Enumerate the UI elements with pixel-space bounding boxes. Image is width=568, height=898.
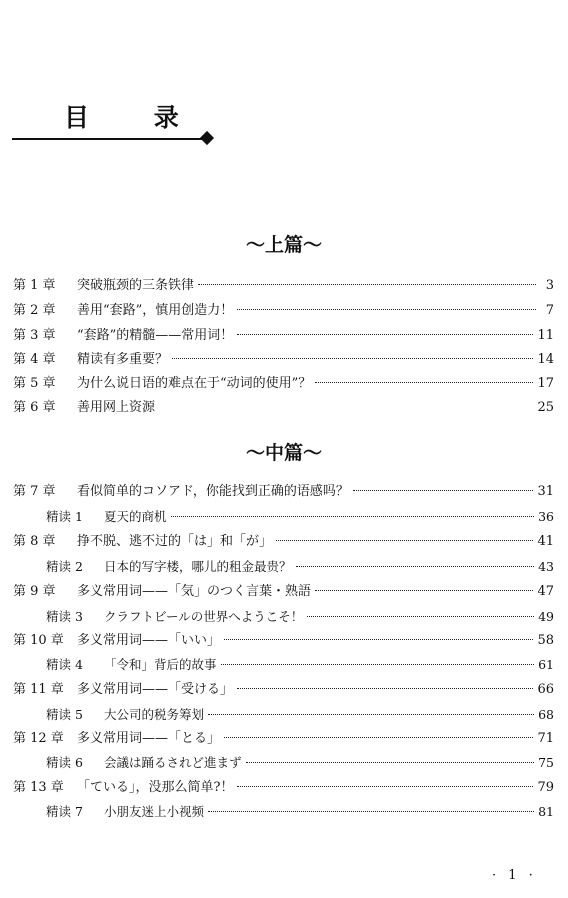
chapter-number: 第 12 章: [13, 731, 64, 746]
page-number: 81: [538, 804, 554, 819]
chapter-number: 第 5 章: [13, 376, 56, 391]
toc-subentry[interactable]: [46, 655, 554, 675]
page-number: 79: [537, 780, 554, 795]
page-title: 目 录: [64, 103, 207, 132]
dot-leader: [237, 688, 533, 689]
dot-leader: [315, 382, 533, 383]
page-number: 25: [537, 400, 554, 415]
toc-subentry[interactable]: [46, 802, 554, 822]
chapter-title: 精读有多重要？: [77, 352, 169, 367]
dot-leader: [221, 664, 535, 665]
reading-title: クラフトビールの世界へようこそ！: [104, 609, 304, 624]
dot-leader: [198, 284, 536, 285]
chapter-number: 第 11 章: [13, 682, 64, 697]
dot-leader: [353, 490, 534, 491]
toc-entry[interactable]: [13, 374, 554, 394]
toc-entry[interactable]: [13, 631, 554, 651]
dot-leader: [208, 811, 534, 812]
dot-leader: [171, 516, 535, 517]
reading-number: 精读 2: [46, 559, 83, 574]
chapter-title: 多义常用词——「受ける」: [77, 682, 234, 697]
reading-title: 会議は踊るされど進まず: [104, 755, 242, 770]
page-number: 43: [538, 559, 554, 574]
reading-number: 精读 1: [46, 509, 83, 524]
page-number: 17: [537, 376, 554, 391]
dot-leader: [172, 358, 533, 359]
page-number: 3: [545, 278, 554, 293]
chapter-number: 第 2 章: [13, 303, 56, 318]
dot-leader: [307, 616, 534, 617]
reading-title: 大公司的税务筹划: [104, 707, 205, 722]
page-number: 41: [537, 534, 554, 549]
chapter-title: 突破瓶颈的三条铁律: [77, 278, 195, 293]
toc-subentry[interactable]: [46, 557, 554, 577]
dot-leader: [224, 639, 533, 640]
dot-leader: [315, 590, 533, 591]
toc-entry[interactable]: [13, 350, 554, 370]
chapter-number: 第 8 章: [13, 534, 56, 549]
toc-subentry[interactable]: [46, 753, 554, 773]
page-number: 66: [537, 682, 554, 697]
page-number: 58: [537, 633, 554, 648]
dot-leader: [296, 566, 535, 567]
dot-leader: [237, 786, 533, 787]
page-number: 71: [537, 731, 554, 746]
toc-entry[interactable]: [13, 398, 554, 418]
reading-title: 小朋友迷上小视频: [104, 804, 205, 819]
dot-leader: [246, 762, 535, 763]
chapter-number: 第 10 章: [13, 633, 64, 648]
reading-title: 夏天的商机: [104, 509, 167, 524]
toc-entry[interactable]: [13, 729, 554, 749]
chapter-number: 第 4 章: [13, 352, 56, 367]
reading-title: 「令和」背后的故事: [104, 657, 217, 672]
chapter-title: “套路”的精髓——常用词！: [77, 328, 234, 343]
page-number: 68: [538, 707, 554, 722]
chapter-number: 第 7 章: [13, 484, 56, 499]
chapter-number: 第 13 章: [13, 780, 64, 795]
toc-entry[interactable]: [13, 276, 554, 296]
footer-page-number: · 1 ·: [492, 868, 537, 883]
chapter-title: 挣不脱、逃不过的「は」和「が」: [77, 534, 273, 549]
toc-entry[interactable]: [13, 680, 554, 700]
toc-subentry[interactable]: [46, 607, 554, 627]
reading-number: 精读 5: [46, 707, 83, 722]
toc-title-block: [12, 98, 212, 148]
page-number: 49: [538, 609, 554, 624]
chapter-title: 为什么说日语的难点在于“动词的使用”？: [77, 376, 312, 391]
toc-entry[interactable]: [13, 778, 554, 798]
page-number: 14: [537, 352, 554, 367]
chapter-number: 第 6 章: [13, 400, 56, 415]
chapter-number: 第 3 章: [13, 328, 56, 343]
chapter-title: 多义常用词——「いい」: [77, 633, 221, 648]
page-number: 75: [538, 755, 554, 770]
toc-entry[interactable]: [13, 326, 554, 346]
reading-number: 精读 3: [46, 609, 83, 624]
reading-title: 日本的写字楼，哪儿的租金最贵？: [104, 559, 292, 574]
dot-leader: [237, 334, 533, 335]
section-heading-upper: ～上篇～: [245, 234, 322, 256]
dot-leader: [276, 540, 533, 541]
chapter-title: 善用网上资源: [77, 400, 156, 415]
chapter-title: 多义常用词——「とる」: [77, 731, 221, 746]
reading-number: 精读 4: [46, 657, 83, 672]
toc-entry[interactable]: [13, 301, 554, 321]
page-number: 47: [537, 584, 554, 599]
page-number: 36: [538, 509, 554, 524]
page-number: 61: [538, 657, 554, 672]
title-underline: [12, 138, 202, 140]
toc-entry[interactable]: [13, 582, 554, 602]
dot-leader: [208, 714, 534, 715]
toc-entry[interactable]: [13, 482, 554, 502]
page-number: 11: [537, 328, 554, 343]
toc-entry[interactable]: [13, 532, 554, 552]
reading-number: 精读 6: [46, 755, 83, 770]
dot-leader: [237, 309, 536, 310]
chapter-number: 第 9 章: [13, 584, 56, 599]
page-number: 7: [545, 303, 554, 318]
toc-subentry[interactable]: [46, 705, 554, 725]
chapter-title: 「ている」，没那么简单?！: [77, 780, 234, 795]
toc-subentry[interactable]: [46, 507, 554, 527]
page-number: 31: [537, 484, 554, 499]
reading-number: 精读 7: [46, 804, 83, 819]
dot-leader: [224, 737, 533, 738]
chapter-title: 看似简单的コソアド，你能找到正确的语感吗？: [77, 484, 349, 499]
chapter-title: 多义常用词——「気」のつく言葉・熟語: [77, 584, 312, 599]
section-heading-middle: ～中篇～: [245, 442, 322, 464]
chapter-number: 第 1 章: [13, 278, 56, 293]
chapter-title: 善用“套路”，慎用创造力！: [77, 303, 234, 318]
